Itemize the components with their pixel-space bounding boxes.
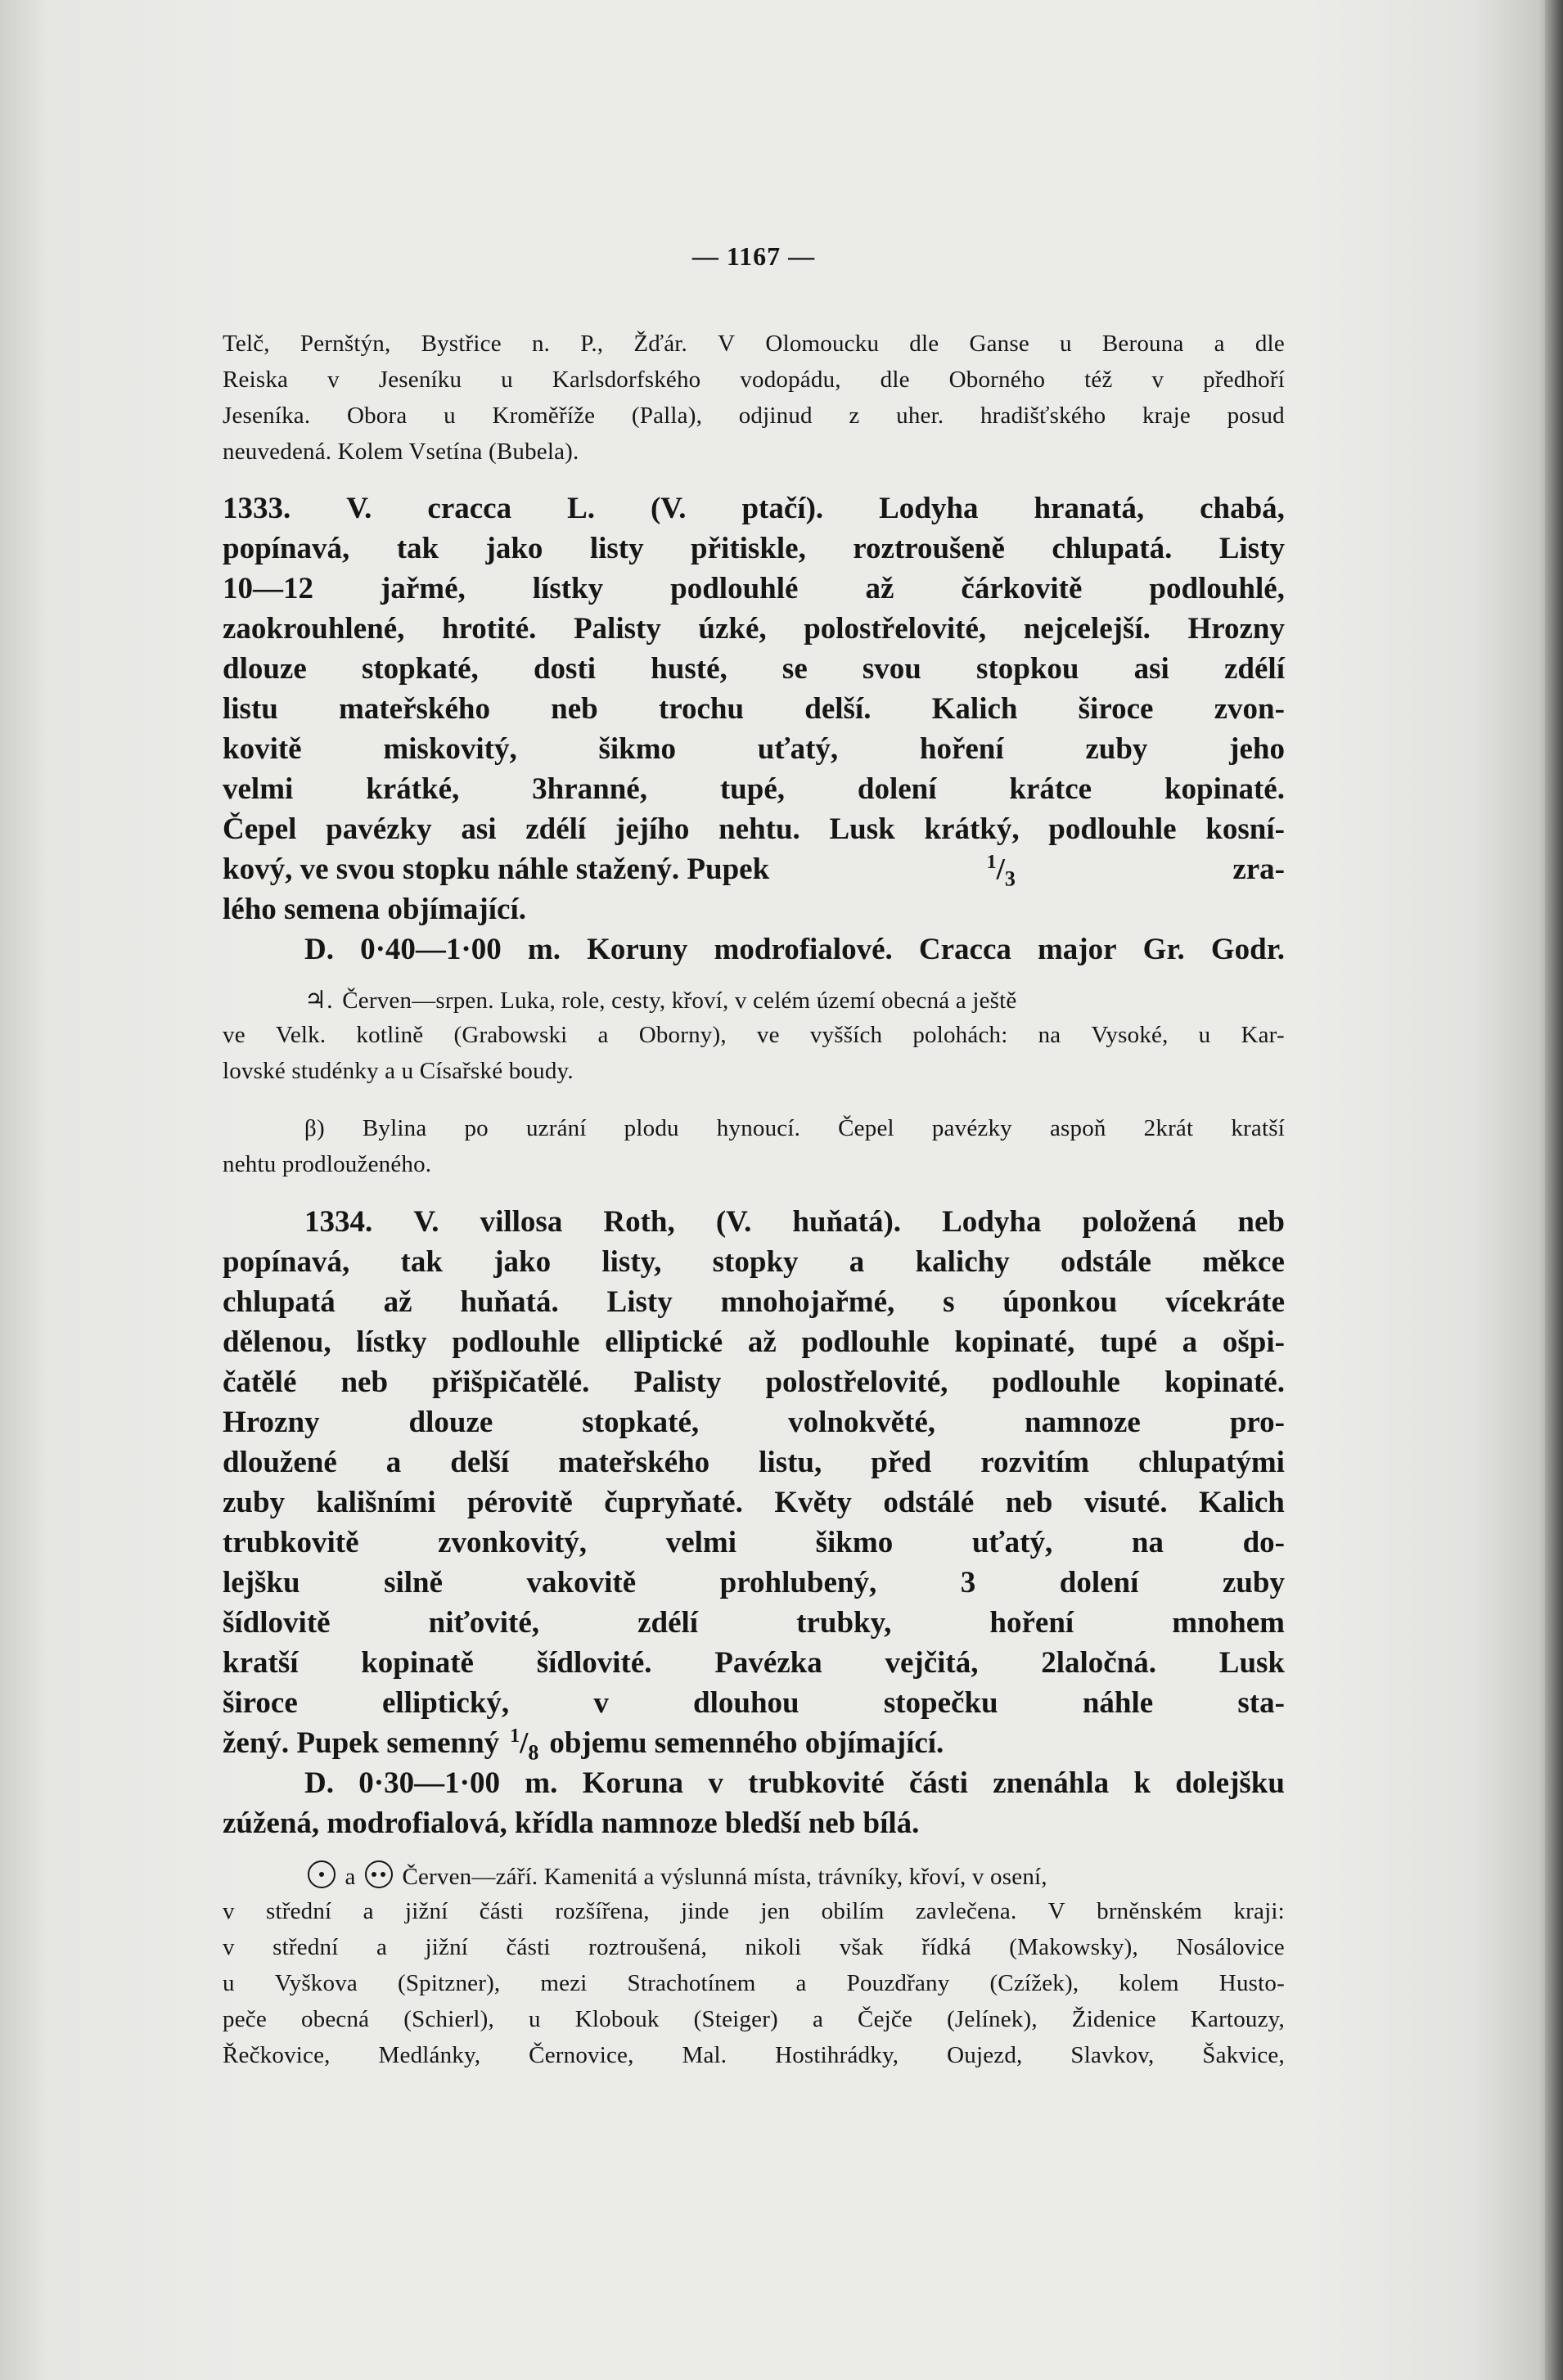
entry-1333-heading: 1333. V. cracca L. (V. ptačí). Lodyha hranatá, chabá, — [223, 492, 1285, 525]
intro-line: neuvedená. Kolem Vsetína (Bubela). — [223, 439, 579, 465]
entry-1333-line: kovitě miskovitý, šikmo uťatý, hoření zuby jeho — [223, 732, 1285, 766]
entry-1333-line: lého semena objímající. — [223, 893, 526, 926]
entry-1333-habitat: ♃. Červen—srpen. Luka, role, cesty, křoví, v celém území obecná a ještě — [304, 987, 1017, 1014]
entry-1334-heading: 1334. V. villosa Roth, (V. huňatá). Lodyha položená neb — [304, 1205, 1285, 1239]
biennial-symbol-icon — [365, 1860, 393, 1888]
entry-1334-line: popínavá, tak jako listy, stopky a kalichy odstále měkce — [223, 1245, 1285, 1279]
entry-1333-habitat: lovské studénky a u Císařské boudy. — [223, 1058, 574, 1084]
entry-1334-line: čatělé neb přišpičatělé. Palisty polostřelovité, podlouhle kopinaté. — [223, 1365, 1285, 1399]
entry-1333-habitat: ve Velk. kotlině (Grabowski a Oborny), ve vyšších polohách: na Vysoké, u Kar- — [223, 1022, 1285, 1048]
entry-1334-line: kratší kopinatě šídlovité. Pavézka vejčitá, 2laločná. Lusk — [223, 1646, 1285, 1680]
entry-1333-variety-beta: nehtu prodlouženého. — [223, 1151, 432, 1177]
entry-1334-habitat: u Vyškova (Spitzner), mezi Strachotínem a Pouzdřany (Czížek), kolem Husto- — [223, 1970, 1285, 1996]
entry-1334-line: dělenou, lístky podlouhle elliptické až podlouhle kopinaté, tupé a ošpi- — [223, 1325, 1285, 1359]
entry-1334-dimensions: zúžená, modrofialová, křídla namnoze bledší neb bílá. — [223, 1806, 920, 1840]
entry-1333-line: 10—12 jařmé, lístky podlouhlé až čárkovitě podlouhlé, — [223, 572, 1285, 605]
fraction-one-third: $^1/_3$ — [986, 852, 1016, 891]
intro-line: Telč, Pernštýn, Bystřice n. P., Žďár. V Olomoucku dle Ganse u Berouna a dle — [223, 331, 1285, 357]
entry-1333-line: velmi krátké, 3hranné, tupé, dolení krátce kopinaté. — [223, 772, 1285, 806]
entry-1334-line: zuby kališními pérovitě čupryňaté. Květy odstálé neb visuté. Kalich — [223, 1486, 1285, 1519]
intro-line: Reiska v Jeseníku u Karlsdorfského vodopádu, dle Oborného též v předhoří — [223, 367, 1285, 393]
entry-1334-line: šídlovitě niťovité, zdélí trubky, hoření mnohem — [223, 1606, 1285, 1640]
entry-1333-line: Čepel pavézky asi zdélí jejího nehtu. Lusk krátký, podlouhle kosní- — [223, 812, 1285, 846]
entry-1334-habitat: v střední a jižní části roztroušená, nikoli však řídká (Makowsky), Nosálovice — [223, 1934, 1285, 1960]
entry-1334-line: Hrozny dlouze stopkaté, volnokvěté, namnoze pro- — [223, 1406, 1285, 1439]
entry-1333-dimensions: D. 0·40—1·00 m. Koruny modrofialové. Cracca major Gr. Godr. — [304, 933, 1285, 966]
entry-1334-habitat: v střední a jižní části rozšířena, jinde jen obilím zavlečena. V brněnském kraji: — [223, 1898, 1285, 1924]
entry-1334-line: žený. Pupek semenný $^1/_8$ objemu semenného objímající. — [223, 1725, 944, 1765]
entry-1333-line: listu mateřského neb trochu delší. Kalich široce zvon- — [223, 692, 1285, 726]
entry-1333-line: zaokrouhlené, hrotité. Palisty úzké, polostřelovité, nejcelejší. Hrozny — [223, 612, 1285, 646]
perennial-symbol-icon: ♃. — [304, 987, 333, 1014]
annual-symbol-icon — [308, 1860, 336, 1888]
entry-1334-line: lejšku silně vakovitě prohlubený, 3 dolení zuby — [223, 1566, 1285, 1599]
entry-1334-line: dloužené a delší mateřského listu, před rozvitím chlupatými — [223, 1446, 1285, 1479]
entry-1334-habitat: a Červen—září. Kamenitá a výslunná místa, trávníky, křoví, v osení, — [304, 1860, 1285, 1891]
entry-1333-line: dlouze stopkaté, dosti husté, se svou stopkou asi zdélí — [223, 652, 1285, 686]
page-spine-shadow — [1545, 0, 1563, 2380]
entry-1333-line: popínavá, tak jako listy přitiskle, roztroušeně chlupatá. Listy — [223, 532, 1285, 565]
entry-1333-line: kový, ve svou stopku náhle stažený. Pupek $^1/_3$ zra- — [223, 852, 1285, 891]
entry-1334-line: chlupatá až huňatá. Listy mnohojařmé, s úponkou vícekráte — [223, 1285, 1285, 1319]
entry-1333-variety-beta: β) Bylina po uzrání plodu hynoucí. Čepel pavézky aspoň 2krát kratší — [304, 1115, 1285, 1141]
entry-1334-habitat: Řečkovice, Medlánky, Černovice, Mal. Hostihrádky, Oujezd, Slavkov, Šakvice, — [223, 2042, 1285, 2068]
entry-1334-dimensions: D. 0·30—1·00 m. Koruna v trubkovité části znenáhla k dolejšku — [304, 1766, 1285, 1800]
page-number: — 1167 — — [691, 241, 816, 271]
entry-1334-habitat: peče obecná (Schierl), u Klobouk (Steiger) a Čejče (Jelínek), Židenice Kartouzy, — [223, 2006, 1285, 2032]
fraction-one-eighth: $^1/_8$ — [510, 1725, 539, 1765]
entry-1334-line: trubkovitě zvonkovitý, velmi šikmo uťatý, na do- — [223, 1526, 1285, 1559]
intro-line: Jeseníka. Obora u Kroměříže (Palla), odjinud z uher. hradišťského kraje posud — [223, 403, 1285, 429]
entry-1334-line: široce elliptický, v dlouhou stopečku náhle sta- — [223, 1686, 1285, 1720]
